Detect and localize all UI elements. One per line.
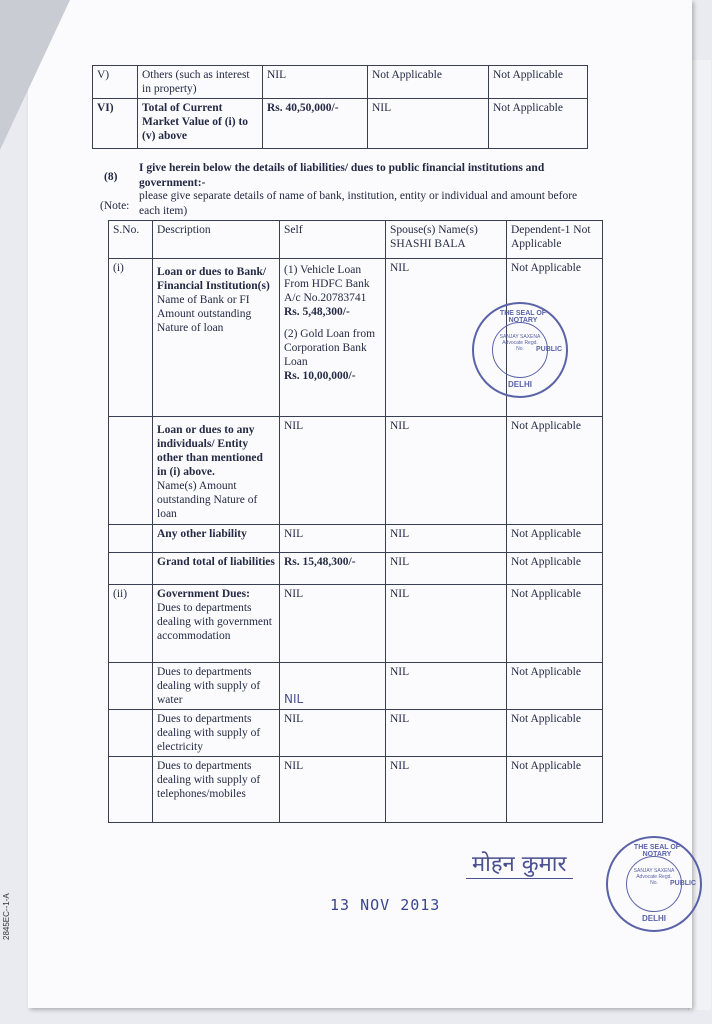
description-cell: Total of Current Market Value of (i) to (v) above xyxy=(138,99,263,149)
spouse-cell: NIL xyxy=(386,417,507,525)
dependent-cell: Not Applicable xyxy=(507,757,603,823)
description-cell: Any other liability xyxy=(153,525,280,553)
table-row xyxy=(109,710,603,757)
section-heading: I give herein below the details of liabilities/ dues to public financial institutions and government:- xyxy=(139,162,545,189)
header-sno: S.No. xyxy=(109,221,153,259)
description-detail: Dues to departments dealing with government accommodation xyxy=(157,602,272,642)
seal-right-text: PUBLIC xyxy=(670,880,697,887)
table-row xyxy=(109,553,603,585)
description-detail: Name of Bank or FI Amount outstanding Nature of loan xyxy=(157,294,252,334)
header-description: Description xyxy=(153,221,280,259)
spouse-cell: NIL xyxy=(368,99,489,149)
header-self: Self xyxy=(280,221,386,259)
spouse-cell: NIL xyxy=(386,585,507,663)
row-number: V) xyxy=(93,66,138,99)
row-sno xyxy=(109,553,153,585)
description-cell: Dues to departments dealing with supply of telephones/mobiles xyxy=(153,757,280,823)
spouse-cell: NIL xyxy=(386,757,507,823)
section-number: (8) xyxy=(104,171,118,183)
dependent-cell: Not Applicable xyxy=(507,553,603,585)
side-reference-code: 2845EC--1-A xyxy=(2,893,11,940)
self-cell: NIL xyxy=(280,525,386,553)
seal-top-text: THE SEAL OF NOTARY xyxy=(499,310,547,324)
seal-top-text: THE SEAL OF NOTARY xyxy=(633,844,681,858)
description-cell xyxy=(153,585,280,663)
description-detail: Name(s) Amount outstanding Nature of loan xyxy=(157,480,258,520)
seal-inner-text: SANJAY SAXENA Advocate Regd. No. xyxy=(499,334,541,352)
date-stamp: 13 NOV 2013 xyxy=(330,896,441,914)
loan-2-amount: Rs. 10,00,000/- xyxy=(284,370,356,382)
row-sno: (ii) xyxy=(109,585,153,663)
row-sno xyxy=(109,710,153,757)
row-sno xyxy=(109,417,153,525)
spouse-cell: NIL xyxy=(386,259,507,417)
description-cell: Others (such as interest in property) xyxy=(138,66,263,99)
table-row xyxy=(109,417,603,525)
row-sno: (i) xyxy=(109,259,153,417)
row-sno xyxy=(109,525,153,553)
description-cell: Dues to departments dealing with supply of electricity xyxy=(153,710,280,757)
row-sno xyxy=(109,663,153,710)
dependent-cell: Not Applicable xyxy=(489,66,588,99)
dependent-cell: Not Applicable xyxy=(507,259,603,417)
dependent-cell: Not Applicable xyxy=(489,99,588,149)
header-dependent: Dependent-1 Not Applicable xyxy=(507,221,603,259)
description-bold: Loan or dues to any individuals/ Entity other than mentioned in (i) above. xyxy=(157,424,263,478)
self-cell xyxy=(280,259,386,417)
description-cell xyxy=(153,259,280,417)
self-cell: NIL xyxy=(280,417,386,525)
description-cell: Dues to departments dealing with supply of water xyxy=(153,663,280,710)
assets-table xyxy=(92,65,588,149)
spouse-cell: NIL xyxy=(386,663,507,710)
note-text: please give separate details of name of bank, institution, entity or individual and amount before each item) xyxy=(139,190,578,217)
table-row xyxy=(93,66,588,99)
seal-bottom-text: DELHI xyxy=(642,914,666,923)
seal-bottom-text: DELHI xyxy=(508,380,532,389)
table-header-row xyxy=(109,221,603,259)
seal-right-text: PUBLIC xyxy=(536,346,563,353)
seal-inner-text: SANJAY SAXENA Advocate Regd. No. xyxy=(633,868,675,886)
table-row xyxy=(109,757,603,823)
row-number: VI) xyxy=(93,99,138,149)
spouse-cell: Not Applicable xyxy=(368,66,489,99)
folded-corner xyxy=(0,0,70,150)
dependent-cell: Not Applicable xyxy=(507,585,603,663)
spouse-cell: NIL xyxy=(386,553,507,585)
self-cell xyxy=(280,663,386,710)
loan-2: (2) Gold Loan from Corporation Bank Loan xyxy=(284,328,376,368)
description-bold: Government Dues: xyxy=(157,588,250,600)
notary-seal xyxy=(472,302,568,398)
description-cell xyxy=(153,417,280,525)
header-spouse: Spouse(s) Name(s) SHASHI BALA xyxy=(386,221,507,259)
description-bold: Loan or dues to Bank/ Financial Institution(s) xyxy=(157,266,270,292)
self-cell: NIL xyxy=(280,585,386,663)
dependent-cell: Not Applicable xyxy=(507,417,603,525)
signature: मोहन कुमार xyxy=(466,848,573,879)
table-row xyxy=(109,525,603,553)
spouse-cell: NIL xyxy=(386,525,507,553)
self-cell: Rs. 40,50,000/- xyxy=(263,99,368,149)
dependent-cell: Not Applicable xyxy=(507,710,603,757)
description-cell: Grand total of liabilities xyxy=(153,553,280,585)
spouse-cell: NIL xyxy=(386,710,507,757)
loan-1-amount: Rs. 5,48,300/- xyxy=(284,306,350,318)
self-cell: NIL xyxy=(280,710,386,757)
notary-seal-bottom xyxy=(606,836,702,932)
self-cell: NIL xyxy=(280,757,386,823)
self-cell: NIL xyxy=(263,66,368,99)
row-sno xyxy=(109,757,153,823)
self-cell: Rs. 15,48,300/- xyxy=(280,553,386,585)
note-label: (Note: xyxy=(100,200,130,212)
dependent-cell: Not Applicable xyxy=(507,525,603,553)
table-row xyxy=(93,99,588,149)
dependent-cell: Not Applicable xyxy=(507,663,603,710)
handwritten-nil: NIL xyxy=(284,692,304,706)
table-row xyxy=(109,663,603,710)
table-row xyxy=(109,585,603,663)
loan-1: (1) Vehicle Loan From HDFC Bank A/c No.20783741 xyxy=(284,264,370,304)
